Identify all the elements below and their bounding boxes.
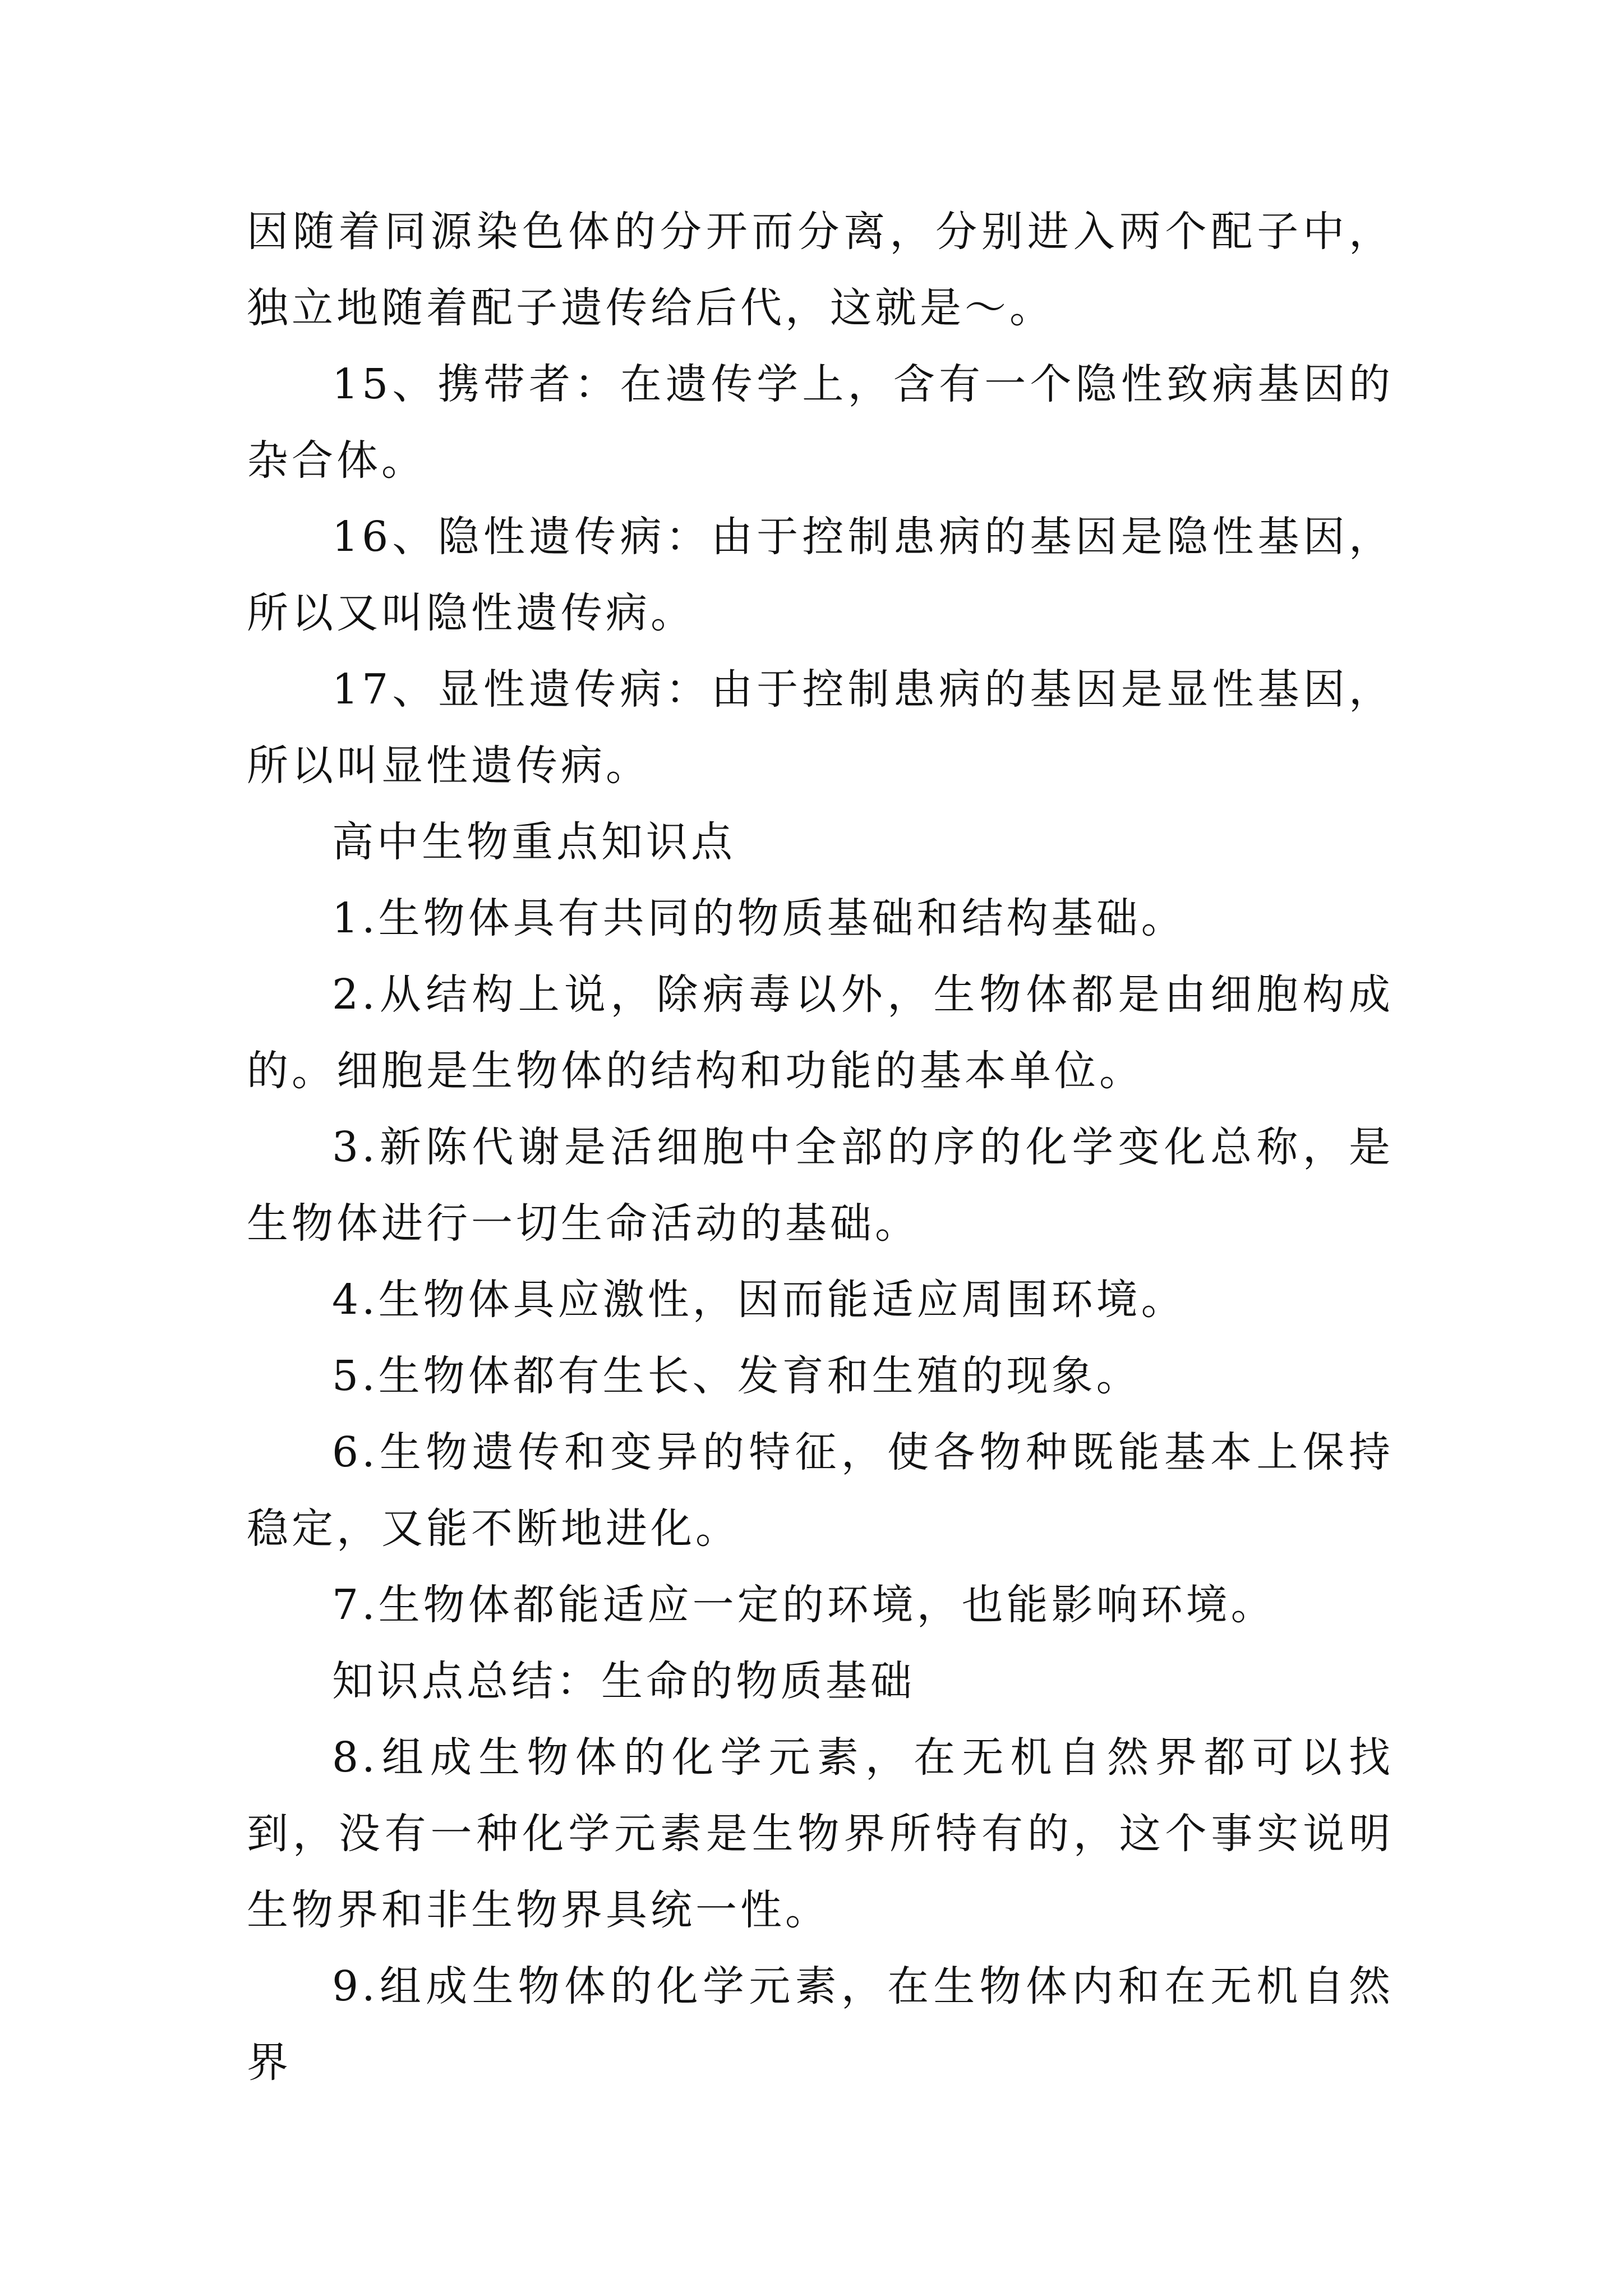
paragraph-17-dominant-disease: 17、显性遗传病：由于控制患病的基因是显性基因，所以叫显性遗传病。: [247, 665, 1394, 790]
paragraph-point-2: 2.从结构上说，除病毒以外，生物体都是由细胞构成的。细胞是生物体的结构和功能的基本单位。: [247, 970, 1394, 1095]
paragraph-point-8: 8.组成生物体的化学元素，在无机自然界都可以找到，没有一种化学元素是生物界所特有的，这个事实说明生物界和非生物界具统一性。: [247, 1733, 1394, 1934]
paragraph-point-3: 3.新陈代谢是活细胞中全部的序的化学变化总称，是生物体进行一切生命活动的基础。: [247, 1123, 1394, 1248]
paragraph-point-1: 1.生物体具有共同的物质基础和结构基础。: [332, 894, 1186, 942]
section-heading-key-points: 高中生物重点知识点: [332, 818, 736, 866]
document-body: [247, 194, 1394, 2101]
paragraph-point-6: 6.生物遗传和变异的特征，使各物种既能基本上保持稳定，又能不断地进化。: [247, 1428, 1394, 1553]
paragraph-16-recessive-disease: 16、隐性遗传病：由于控制患病的基因是隐性基因，所以又叫隐性遗传病。: [247, 513, 1394, 637]
paragraph-point-7: 7.生物体都能适应一定的环境，也能影响环境。: [332, 1581, 1276, 1629]
paragraph-point-4: 4.生物体具应激性，因而能适应周围环境。: [332, 1276, 1186, 1324]
paragraph-point-9: 9.组成生物体的化学元素，在生物体内和在无机自然界: [247, 1962, 1394, 2087]
section-heading-material-basis: 知识点总结：生命的物质基础: [332, 1657, 915, 1705]
paragraph-1: 因随着同源染色体的分开而分离，分别进入两个配子中，独立地随着配子遗传给后代，这就是～。: [247, 208, 1394, 332]
paragraph-point-5: 5.生物体都有生长、发育和生殖的现象。: [332, 1352, 1141, 1400]
paragraph-15-carrier: 15、携带者：在遗传学上，含有一个隐性致病基因的杂合体。: [247, 360, 1394, 485]
